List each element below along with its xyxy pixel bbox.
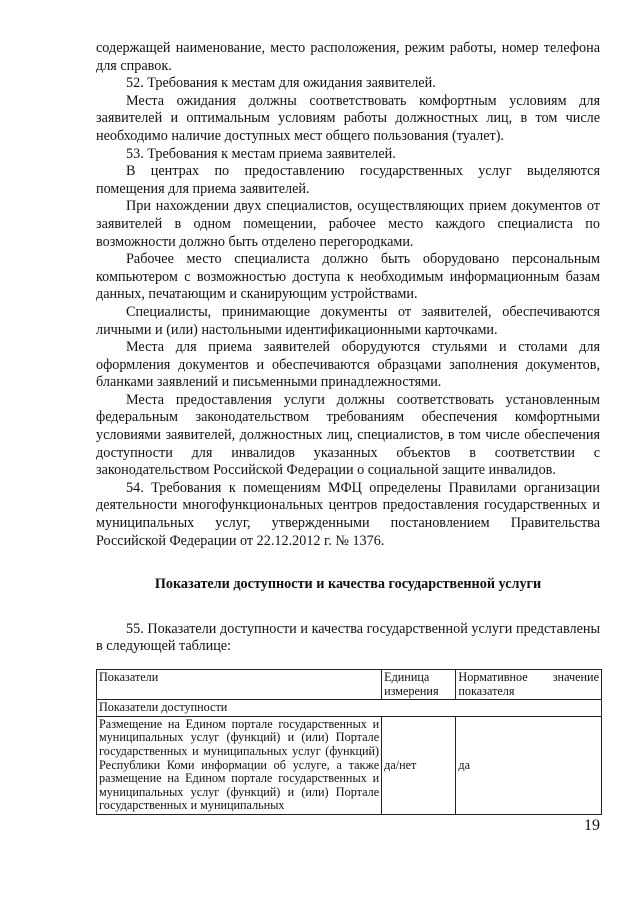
paragraph: Места ожидания должны соответствовать комфортным условиям для заявителей и оптимальным условиям работы должностных лиц, в том числе необходимо наличие доступных мест общего пользования (туалет). — [96, 92, 600, 144]
header-indicators: Показатели — [97, 670, 382, 700]
paragraph: Специалисты, принимающие документы от заявителей, обеспечиваются личными и (или) настольными идентификационными карточками. — [96, 303, 600, 338]
table-group-row — [97, 700, 602, 717]
table-header-row — [97, 670, 602, 700]
header-normative-value: Нормативное значение показателя — [456, 670, 602, 700]
paragraph: содержащей наименование, место расположения, режим работы, номер телефона для справок. — [96, 40, 600, 74]
paragraph: 52. Требования к местам для ожидания заявителей. — [126, 75, 436, 92]
body-text — [96, 40, 600, 550]
paragraph: Места для приема заявителей оборудуются стульями и столами для оформления документов и обеспечиваются образцами заполнения документов, бланками заявлений и письменными принадлежностями. — [96, 339, 600, 391]
header-unit: Единица измерения — [382, 670, 456, 700]
table-row — [97, 716, 602, 814]
paragraph: Места предоставления услуги должны соответствовать установленным федеральным законодательством требованиям обеспечения комфортными условиями заявителей, должностных лиц, специалистов, в том числе обеспечения доступности для инвалидов указанных объектов в соответствии с законодательством Российской Федерации о социальной защите инвалидов. — [96, 391, 600, 479]
document-page — [96, 40, 600, 815]
table-intro: 55. Показатели доступности и качества государственной услуги представлены в следующей таблице: — [96, 620, 600, 655]
paragraph: 53. Требования к местам приема заявителей. — [126, 145, 396, 162]
row-unit: да/нет — [382, 716, 456, 814]
row-indicator: Размещение на Едином портале государственных и муниципальных услуг (функций) и (или) Портале государственных и муниципальных услуг (функций) Республики Коми информации об услуге, а также размещение на Едином портале государственных и муниципальных услуг (функций) и (или) Портале государственных и муниципальных — [97, 716, 382, 814]
row-value: да — [456, 716, 602, 814]
paragraph: При нахождении двух специалистов, осуществляющих прием документов от заявителей в одном помещении, рабочее место каждого специалиста по возможности должно быть отделено перегородками. — [96, 198, 600, 250]
section-title: Показатели доступности и качества государственной услуги — [154, 576, 542, 593]
paragraph: В центрах по предоставлению государственных услуг выделяются помещения для приема заявителей. — [96, 163, 600, 197]
paragraph: Рабочее место специалиста должно быть оборудовано персональным компьютером с возможностью доступа к необходимым информационным базам данных, печатающим и сканирующим устройствами. — [96, 251, 600, 303]
group-availability: Показатели доступности — [97, 700, 602, 717]
page-number: 19 — [584, 817, 600, 834]
paragraph: 54. Требования к помещениям МФЦ определены Правилами организации деятельности многофункциональных центров предоставления государственных и муниципальных услуг, утвержденными постановлением Правительства Российской Федерации от 22.12.2012 г. № 1376. — [96, 479, 600, 549]
indicators-table — [96, 669, 602, 815]
